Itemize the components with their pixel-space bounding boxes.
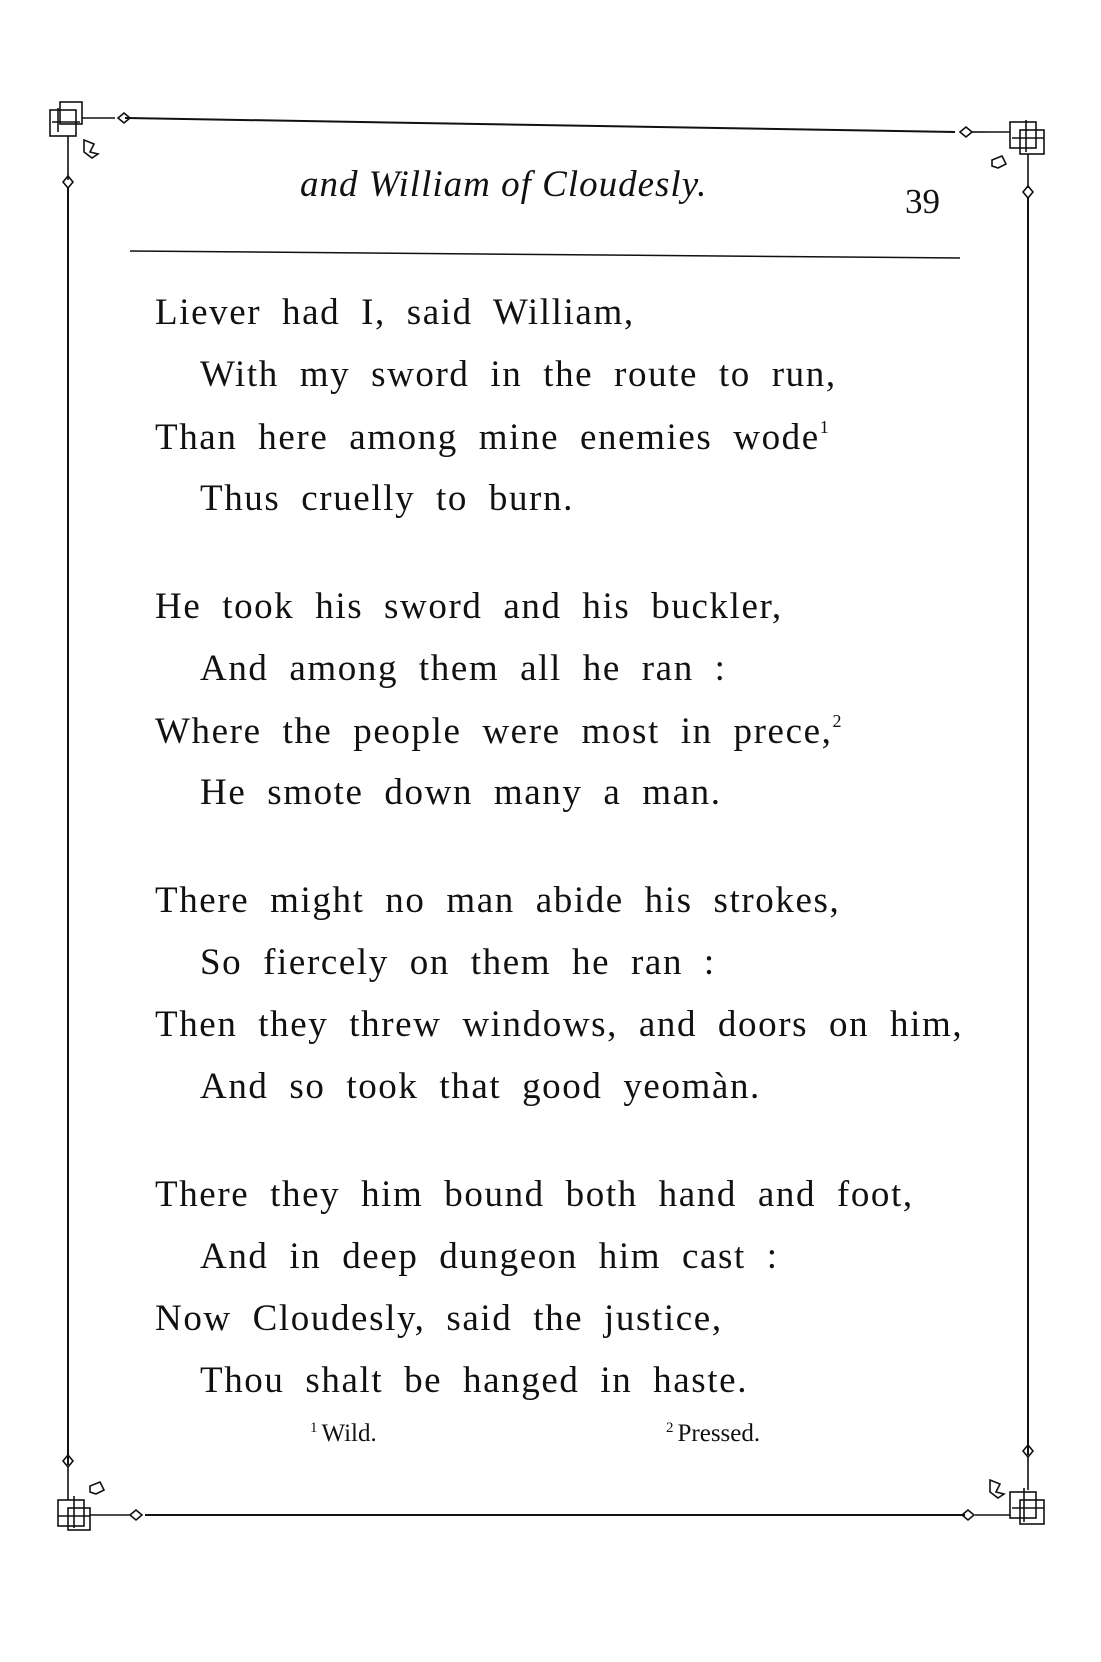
footnote-reference: 1 [819,417,829,437]
poem-line: Thus cruelly to burn. [200,478,574,519]
poem-line: With my sword in the route to run, [200,354,837,395]
poem-line: He took his sword and his buckler, [155,586,783,627]
footnote-text: Pressed. [677,1420,761,1447]
poem-line: Now Cloudesly, said the justice, [155,1298,723,1339]
footnote-text: Wild. [321,1420,377,1447]
border-top-line [125,118,955,132]
page-number: 39 [905,182,940,221]
running-header-title: and William of Cloudesly. [300,164,708,205]
poem-line: There they him bound both hand and foot, [155,1174,914,1215]
footnote-2 [666,1420,760,1448]
poem-line: And in deep dungeon him cast : [200,1236,779,1277]
corner-ornament-bottom-left [58,1455,142,1530]
footnote-mark: 2 [666,1420,674,1436]
poem-line: He smote down many a man. [200,772,722,813]
poem-line: And so took that good yeomàn. [200,1066,761,1107]
footnote-1 [310,1420,377,1448]
corner-ornament-top-left [50,102,130,188]
footnote-reference: 2 [832,711,842,731]
poem-line: There might no man abide his strokes, [155,880,841,921]
poem-line: Then they threw windows, and doors on him, [155,1004,964,1045]
header-rule [130,251,960,258]
poem-line: Thou shalt be hanged in haste. [200,1360,749,1401]
poem-line: Than here among mine enemies wode$^1$ [155,417,829,458]
poem-line: And among them all he ran : [200,648,727,689]
poem-line: So fiercely on them he ran : [200,942,716,983]
footnote-mark: 1 [310,1420,318,1436]
corner-ornament-bottom-right [962,1445,1044,1524]
poem-line: Liever had I, said William, [155,292,635,333]
corner-ornament-top-right [960,120,1044,198]
poem-line: Where the people were most in prece,$^2$ [155,711,842,752]
